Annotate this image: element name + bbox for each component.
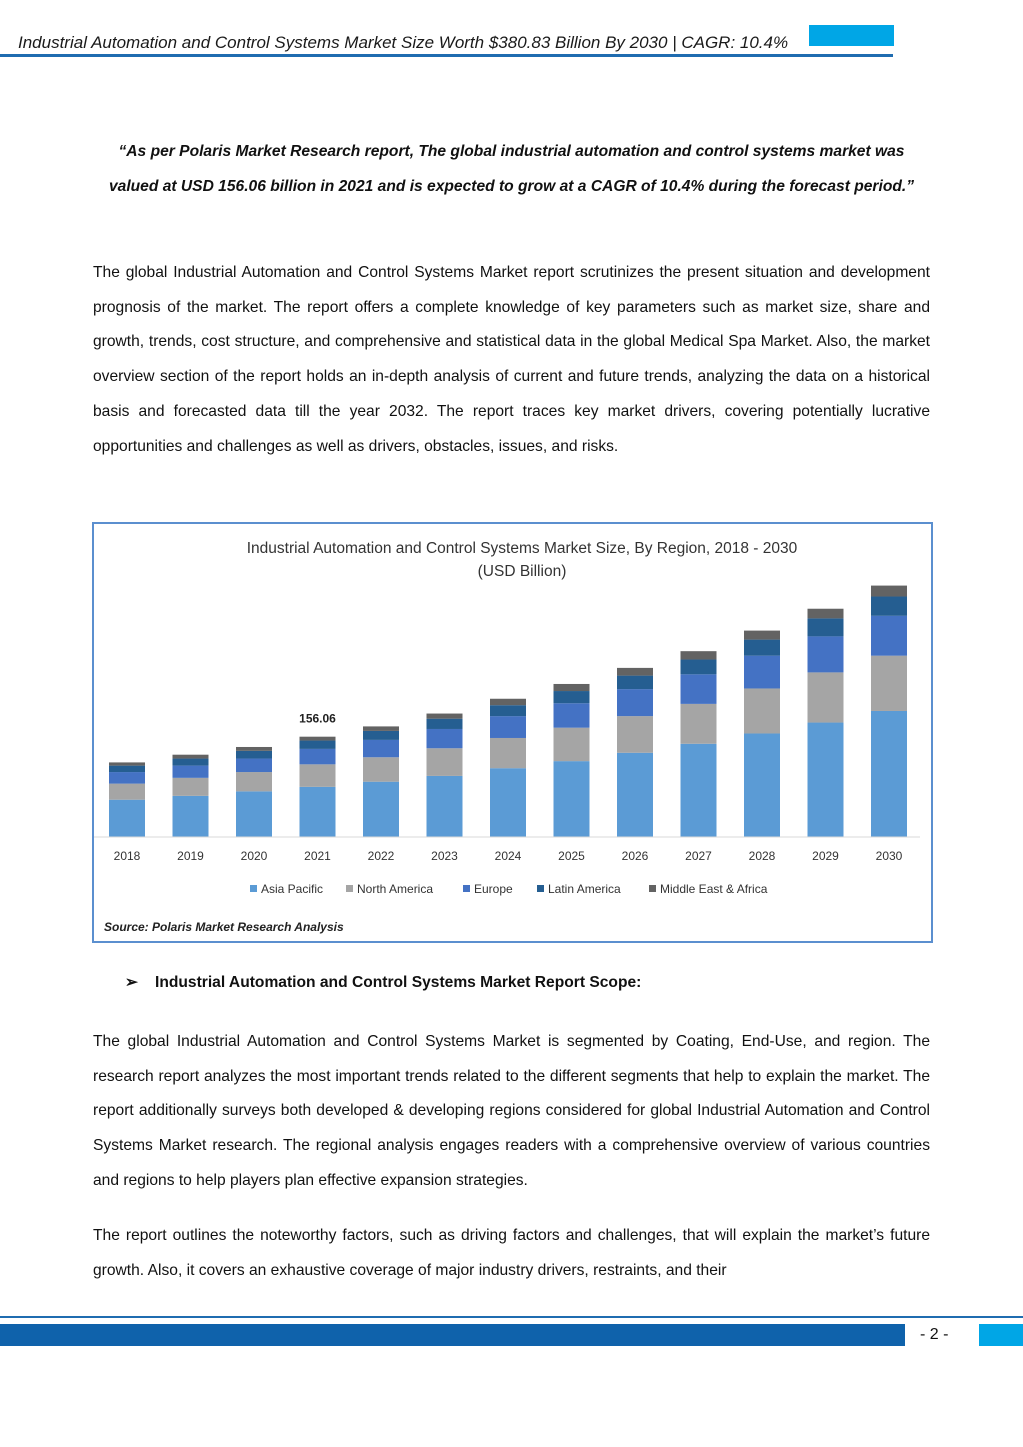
bar-asia-pacific-2020 xyxy=(236,791,272,837)
x-tick-label-2024: 2024 xyxy=(494,849,522,863)
chart-source: Source: Polaris Market Research Analysis xyxy=(104,920,344,934)
segmentation-paragraph: The global Industrial Automation and Control Systems Market is segmented by Coating, End-Use, and region. The research report analyzes the most important trends related to the different segments that help to explain the market. The report additionally surveys both developed & developing regions considered for global Industrial Automation and Control Systems Market research. The regional analysis engages readers with a comprehensive overview of various countries and regions to help players plan effective expansion strategies. xyxy=(93,1033,930,1189)
legend-label-latin-america: Latin America xyxy=(548,882,621,896)
chart-title: Industrial Automation and Control Systems Market Size, By Region, 2018 - 2030 xyxy=(246,540,798,557)
chart-legend xyxy=(250,882,768,896)
bar-middle-east-africa-2022 xyxy=(363,726,399,731)
footer-accent-block xyxy=(979,1324,1023,1346)
bar-middle-east-africa-2026 xyxy=(617,668,653,676)
x-tick-label-2023: 2023 xyxy=(431,849,458,863)
bar-asia-pacific-2026 xyxy=(617,753,653,837)
bar-europe-2022 xyxy=(363,740,399,757)
header-rule xyxy=(0,54,893,57)
footer-bar xyxy=(0,1324,905,1346)
bar-middle-east-africa-2020 xyxy=(236,747,272,751)
bar-north-america-2019 xyxy=(173,778,209,796)
bar-latin-america-2020 xyxy=(236,751,272,759)
bar-europe-2029 xyxy=(808,636,844,672)
bar-latin-america-2021 xyxy=(300,741,336,749)
x-tick-label-2022: 2022 xyxy=(367,849,395,863)
bar-middle-east-africa-2030 xyxy=(871,586,907,597)
x-tick-label-2025: 2025 xyxy=(558,849,585,863)
bar-north-america-2028 xyxy=(744,688,780,733)
bar-asia-pacific-2024 xyxy=(490,768,526,837)
header-title: Industrial Automation and Control Systems Market Size Worth $380.83 Billion By 2030 | CAGR: 10.4% xyxy=(18,33,789,52)
chart-subtitle: (USD Billion) xyxy=(477,563,567,580)
bar-europe-2024 xyxy=(490,716,526,738)
chart-annotations xyxy=(299,712,336,726)
bar-europe-2028 xyxy=(744,656,780,689)
bar-latin-america-2019 xyxy=(173,759,209,766)
bar-latin-america-2030 xyxy=(871,597,907,616)
x-tick-label-2018: 2018 xyxy=(113,849,141,863)
chart-canvas xyxy=(94,524,931,941)
factors-paragraph: The report outlines the noteworthy factors, such as driving factors and challenges, that will explain the market’s future growth. Also, it covers an exhaustive coverage of major industry drivers, restraints, and their xyxy=(93,1227,930,1279)
legend-label-asia-pacific: Asia Pacific xyxy=(261,882,324,896)
bar-asia-pacific-2018 xyxy=(109,800,145,837)
bar-north-america-2023 xyxy=(427,748,463,776)
bar-europe-2027 xyxy=(681,674,717,704)
bar-latin-america-2027 xyxy=(681,660,717,675)
bar-europe-2019 xyxy=(173,766,209,778)
bar-middle-east-africa-2025 xyxy=(554,684,590,691)
bar-asia-pacific-2030 xyxy=(871,711,907,837)
bar-asia-pacific-2025 xyxy=(554,761,590,837)
bar-middle-east-africa-2018 xyxy=(109,762,145,765)
bar-middle-east-africa-2027 xyxy=(681,651,717,659)
header-accent-block xyxy=(809,25,894,46)
x-tick-label-2030: 2030 xyxy=(875,849,903,863)
bar-europe-2030 xyxy=(871,616,907,656)
x-tick-label-2029: 2029 xyxy=(812,849,839,863)
bar-europe-2021 xyxy=(300,749,336,764)
x-tick-label-2026: 2026 xyxy=(621,849,649,863)
bar-north-america-2029 xyxy=(808,672,844,722)
report-scope-heading xyxy=(125,973,641,992)
bar-asia-pacific-2027 xyxy=(681,744,717,837)
bar-asia-pacific-2019 xyxy=(173,796,209,837)
bar-north-america-2022 xyxy=(363,757,399,781)
data-label-2021: 156.06 xyxy=(299,711,336,726)
legend-swatch-latin-america xyxy=(537,885,544,892)
report-scope-heading-text: Industrial Automation and Control Systems Market Report Scope: xyxy=(155,974,642,991)
bar-north-america-2026 xyxy=(617,716,653,753)
market-size-chart xyxy=(92,522,933,943)
bar-middle-east-africa-2024 xyxy=(490,699,526,705)
legend-swatch-europe xyxy=(463,885,470,892)
bar-north-america-2020 xyxy=(236,772,272,791)
intro-paragraph: The global Industrial Automation and Control Systems Market report scrutinizes the present situation and development prognosis of the market. The report offers a complete knowledge of key parameters such as market size, share and growth, trends, cost structure, and comprehensive and statistical data in the global Medical Spa Market. Also, the market overview section of the report holds an in-depth analysis of current and future trends, analyzing the data on a historical basis and forecasted data till the year 2032. The report traces key market drivers, covering potentially lucrative opportunities and challenges as well as drivers, obstacles, issues, and risks. xyxy=(93,264,930,455)
bar-middle-east-africa-2021 xyxy=(300,737,336,741)
bar-latin-america-2023 xyxy=(427,719,463,729)
bar-latin-america-2018 xyxy=(109,766,145,772)
x-tick-label-2020: 2020 xyxy=(240,849,268,863)
footer-rule xyxy=(0,1316,1023,1318)
legend-label-north-america: North America xyxy=(357,882,434,896)
bar-north-america-2030 xyxy=(871,656,907,711)
bar-latin-america-2025 xyxy=(554,691,590,703)
x-tick-label-2019: 2019 xyxy=(177,849,204,863)
bar-latin-america-2026 xyxy=(617,676,653,690)
bar-north-america-2024 xyxy=(490,738,526,768)
legend-swatch-asia-pacific xyxy=(250,885,257,892)
bar-latin-america-2029 xyxy=(808,618,844,636)
bar-middle-east-africa-2019 xyxy=(173,755,209,759)
bar-asia-pacific-2029 xyxy=(808,723,844,837)
arrow-bullet-icon: ➢ xyxy=(125,974,139,991)
legend-swatch-middle-east-africa xyxy=(649,885,656,892)
quote-paragraph: “As per Polaris Market Research report, The global industrial automation and control systems market was valued at USD 156.06 billion in 2021 and is expected to grow at a CAGR of 10.4% during the forecast period.” xyxy=(108,143,914,195)
bar-asia-pacific-2022 xyxy=(363,782,399,837)
bar-europe-2025 xyxy=(554,703,590,727)
legend-swatch-north-america xyxy=(346,885,353,892)
bar-asia-pacific-2021 xyxy=(300,787,336,837)
bar-asia-pacific-2028 xyxy=(744,733,780,837)
legend-label-middle-east-africa: Middle East & Africa xyxy=(660,882,768,896)
x-tick-label-2027: 2027 xyxy=(685,849,712,863)
bar-north-america-2027 xyxy=(681,704,717,744)
chart-bars xyxy=(109,586,907,837)
bar-europe-2026 xyxy=(617,689,653,716)
legend-label-europe: Europe xyxy=(474,882,513,896)
x-tick-label-2021: 2021 xyxy=(304,849,331,863)
bar-latin-america-2028 xyxy=(744,640,780,656)
x-tick-labels xyxy=(114,849,903,863)
bar-north-america-2021 xyxy=(300,764,336,787)
bar-north-america-2018 xyxy=(109,784,145,800)
page-number: - 2 - xyxy=(920,1326,949,1343)
bar-asia-pacific-2023 xyxy=(427,776,463,837)
bar-latin-america-2024 xyxy=(490,705,526,716)
bar-north-america-2025 xyxy=(554,728,590,761)
bar-europe-2023 xyxy=(427,729,463,748)
bar-middle-east-africa-2028 xyxy=(744,631,780,640)
bar-middle-east-africa-2023 xyxy=(427,714,463,719)
bar-europe-2018 xyxy=(109,772,145,784)
bar-middle-east-africa-2029 xyxy=(808,609,844,619)
x-tick-label-2028: 2028 xyxy=(748,849,776,863)
bar-europe-2020 xyxy=(236,759,272,773)
bar-latin-america-2022 xyxy=(363,731,399,740)
